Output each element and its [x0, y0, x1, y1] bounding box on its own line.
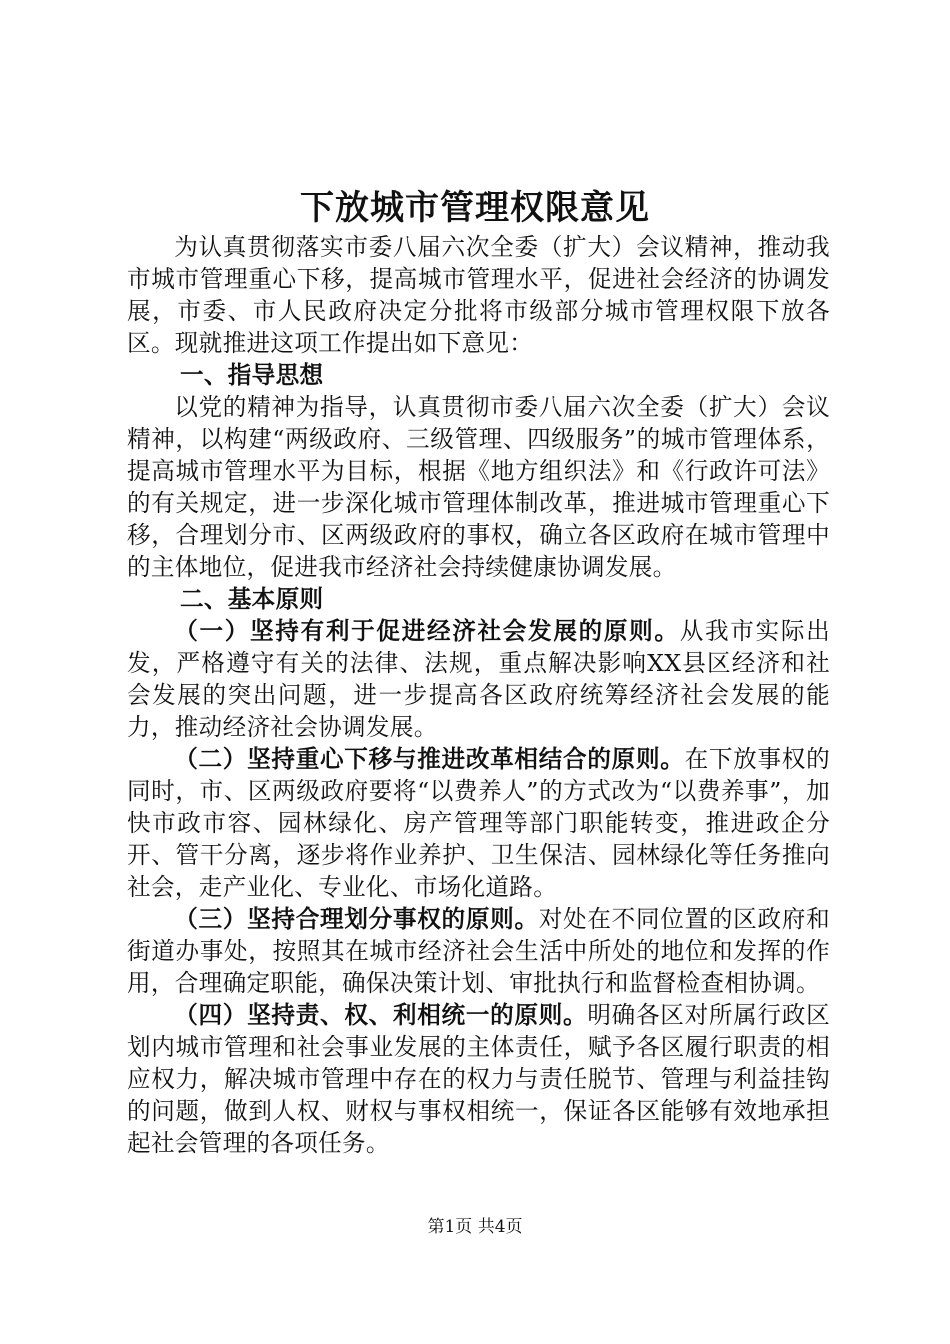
principle-paragraph-3: [127, 903, 830, 999]
page-footer: 第1页 共4页: [427, 1217, 523, 1237]
principle-lead-4: （四）坚持责、权、利相统一的原则。: [174, 1001, 588, 1029]
principle-paragraph-1: [127, 615, 830, 743]
principle-lead-3: （三）坚持合理划分事权的原则。: [174, 905, 539, 933]
intro-paragraph: 为认真贯彻落实市委八届六次全委（扩大）会议精神，推动我市城市管理重心下移，提高城市管理水平，促进社会经济的协调发展，市委、市人民政府决定分批将市级部分城市管理权限下放各区。现就推进这项工作提出如下意见：: [127, 233, 830, 357]
principle-text-1: 从我市实际出发，严格遵守有关的法律、法规，重点解决影响XX县区经济和社会发展的突出问题，进一步提高各区政府统筹经济社会发展的能力，推动经济社会协调发展。: [127, 617, 830, 741]
section-heading-guiding-ideology: 一、指导思想: [180, 361, 324, 389]
principle-text-2: 在下放事权的同时，市、区两级政府要将“以费养人”的方式改为“以费养事”，加快市政市容、园林绿化、房产管理等部门职能转变，推进政企分开、管干分离，逐步将作业养护、卫生保洁、园林绿化等任务推向社会，走产业化、专业化、市场化道路。: [127, 745, 830, 901]
principle-paragraph-4: [127, 999, 830, 1159]
principle-text-4: 明确各区对所属行政区划内城市管理和社会事业发展的主体责任，赋予各区履行职责的相应权力，解决城市管理中存在的权力与责任脱节、管理与利益挂钩的问题，做到人权、财权与事权相统一，保证各区能够有效地承担起社会管理的各项任务。: [127, 1001, 830, 1157]
section-heading-basic-principles: 二、基本原则: [180, 585, 324, 613]
guiding-ideology-paragraph: 以党的精神为指导，认真贯彻市委八届六次全委（扩大）会议精神，以构建“两级政府、三级管理、四级服务”的城市管理体系，提高城市管理水平为目标，根据《地方组织法》和《行政许可法》的有关规定，进一步深化城市管理体制改革，推进城市管理重心下移，合理划分市、区两级政府的事权，确立各区政府在城市管理中的主体地位，促进我市经济社会持续健康协调发展。: [127, 393, 830, 581]
principle-paragraph-2: [127, 743, 830, 903]
document-title: 下放城市管理权限意见: [300, 188, 650, 228]
document-body: [127, 231, 830, 1159]
principle-lead-1: （一）坚持有利于促进经济社会发展的原则。: [174, 617, 680, 645]
principle-text-3: 对处在不同位置的区政府和街道办事处，按照其在城市经济社会生活中所处的地位和发挥的作用，合理确定职能，确保决策计划、审批执行和监督检查相协调。: [127, 905, 830, 997]
principle-lead-2: （二）坚持重心下移与推进改革相结合的原则。: [174, 745, 685, 773]
